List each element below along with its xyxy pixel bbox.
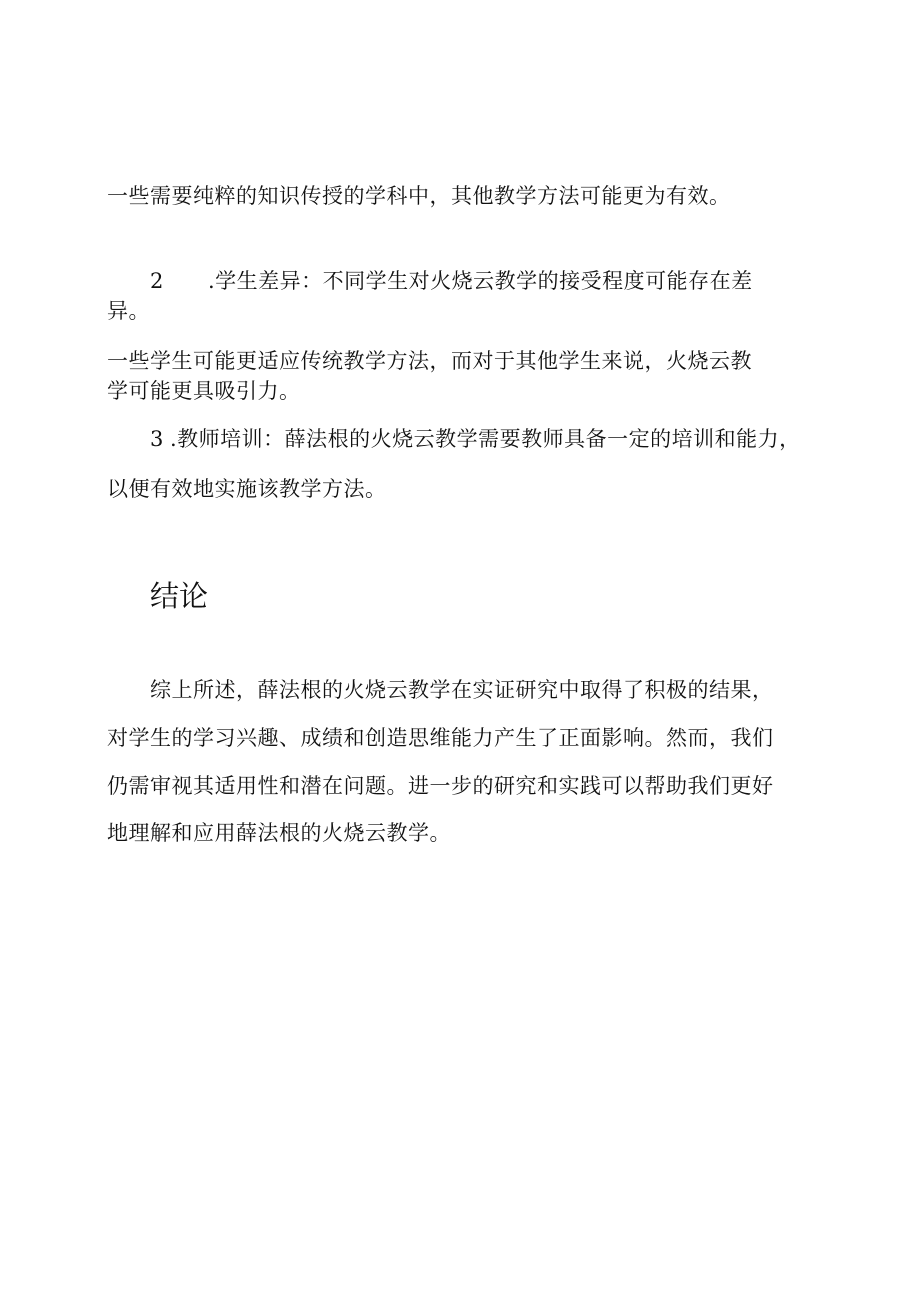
list-item-3: [150, 424, 801, 454]
paragraph-2-line-2: 学可能更具吸引力。: [107, 379, 301, 403]
paragraph-2-line-1: 一些学生可能更适应传统教学方法，而对于其他学生来说，火烧云教: [107, 349, 752, 373]
conclusion-line-1: 综上所述，薛法根的火烧云教学在实证研究中取得了积极的结果，: [150, 678, 774, 702]
conclusion-line-2: 对学生的学习兴趣、成绩和创造思维能力产生了正面影响。然而，我们: [107, 726, 774, 750]
body-line-1: 一些需要纯粹的知识传授的学科中，其他教学方法可能更为有效。: [107, 184, 731, 208]
list-item-2-text: .学生差异：不同学生对火烧云教学的接受程度可能存在差: [208, 269, 753, 293]
conclusion-heading: 结论: [150, 579, 209, 613]
list-item-2-number: 2: [150, 269, 164, 293]
list-item-2-continuation: 异。: [107, 299, 150, 323]
list-item-2: [150, 266, 753, 296]
conclusion-line-3: 仍需审视其适用性和潜在问题。进一步的研究和实践可以帮助我们更好: [107, 774, 774, 798]
list-item-3-continuation: 以便有效地实施该教学方法。: [107, 477, 387, 501]
conclusion-line-4: 地理解和应用薛法根的火烧云教学。: [107, 821, 451, 845]
list-item-3-text: .教师培训：薛法根的火烧云教学需要教师具备一定的培训和能力，: [170, 427, 801, 451]
list-item-3-number: 3: [150, 427, 164, 451]
